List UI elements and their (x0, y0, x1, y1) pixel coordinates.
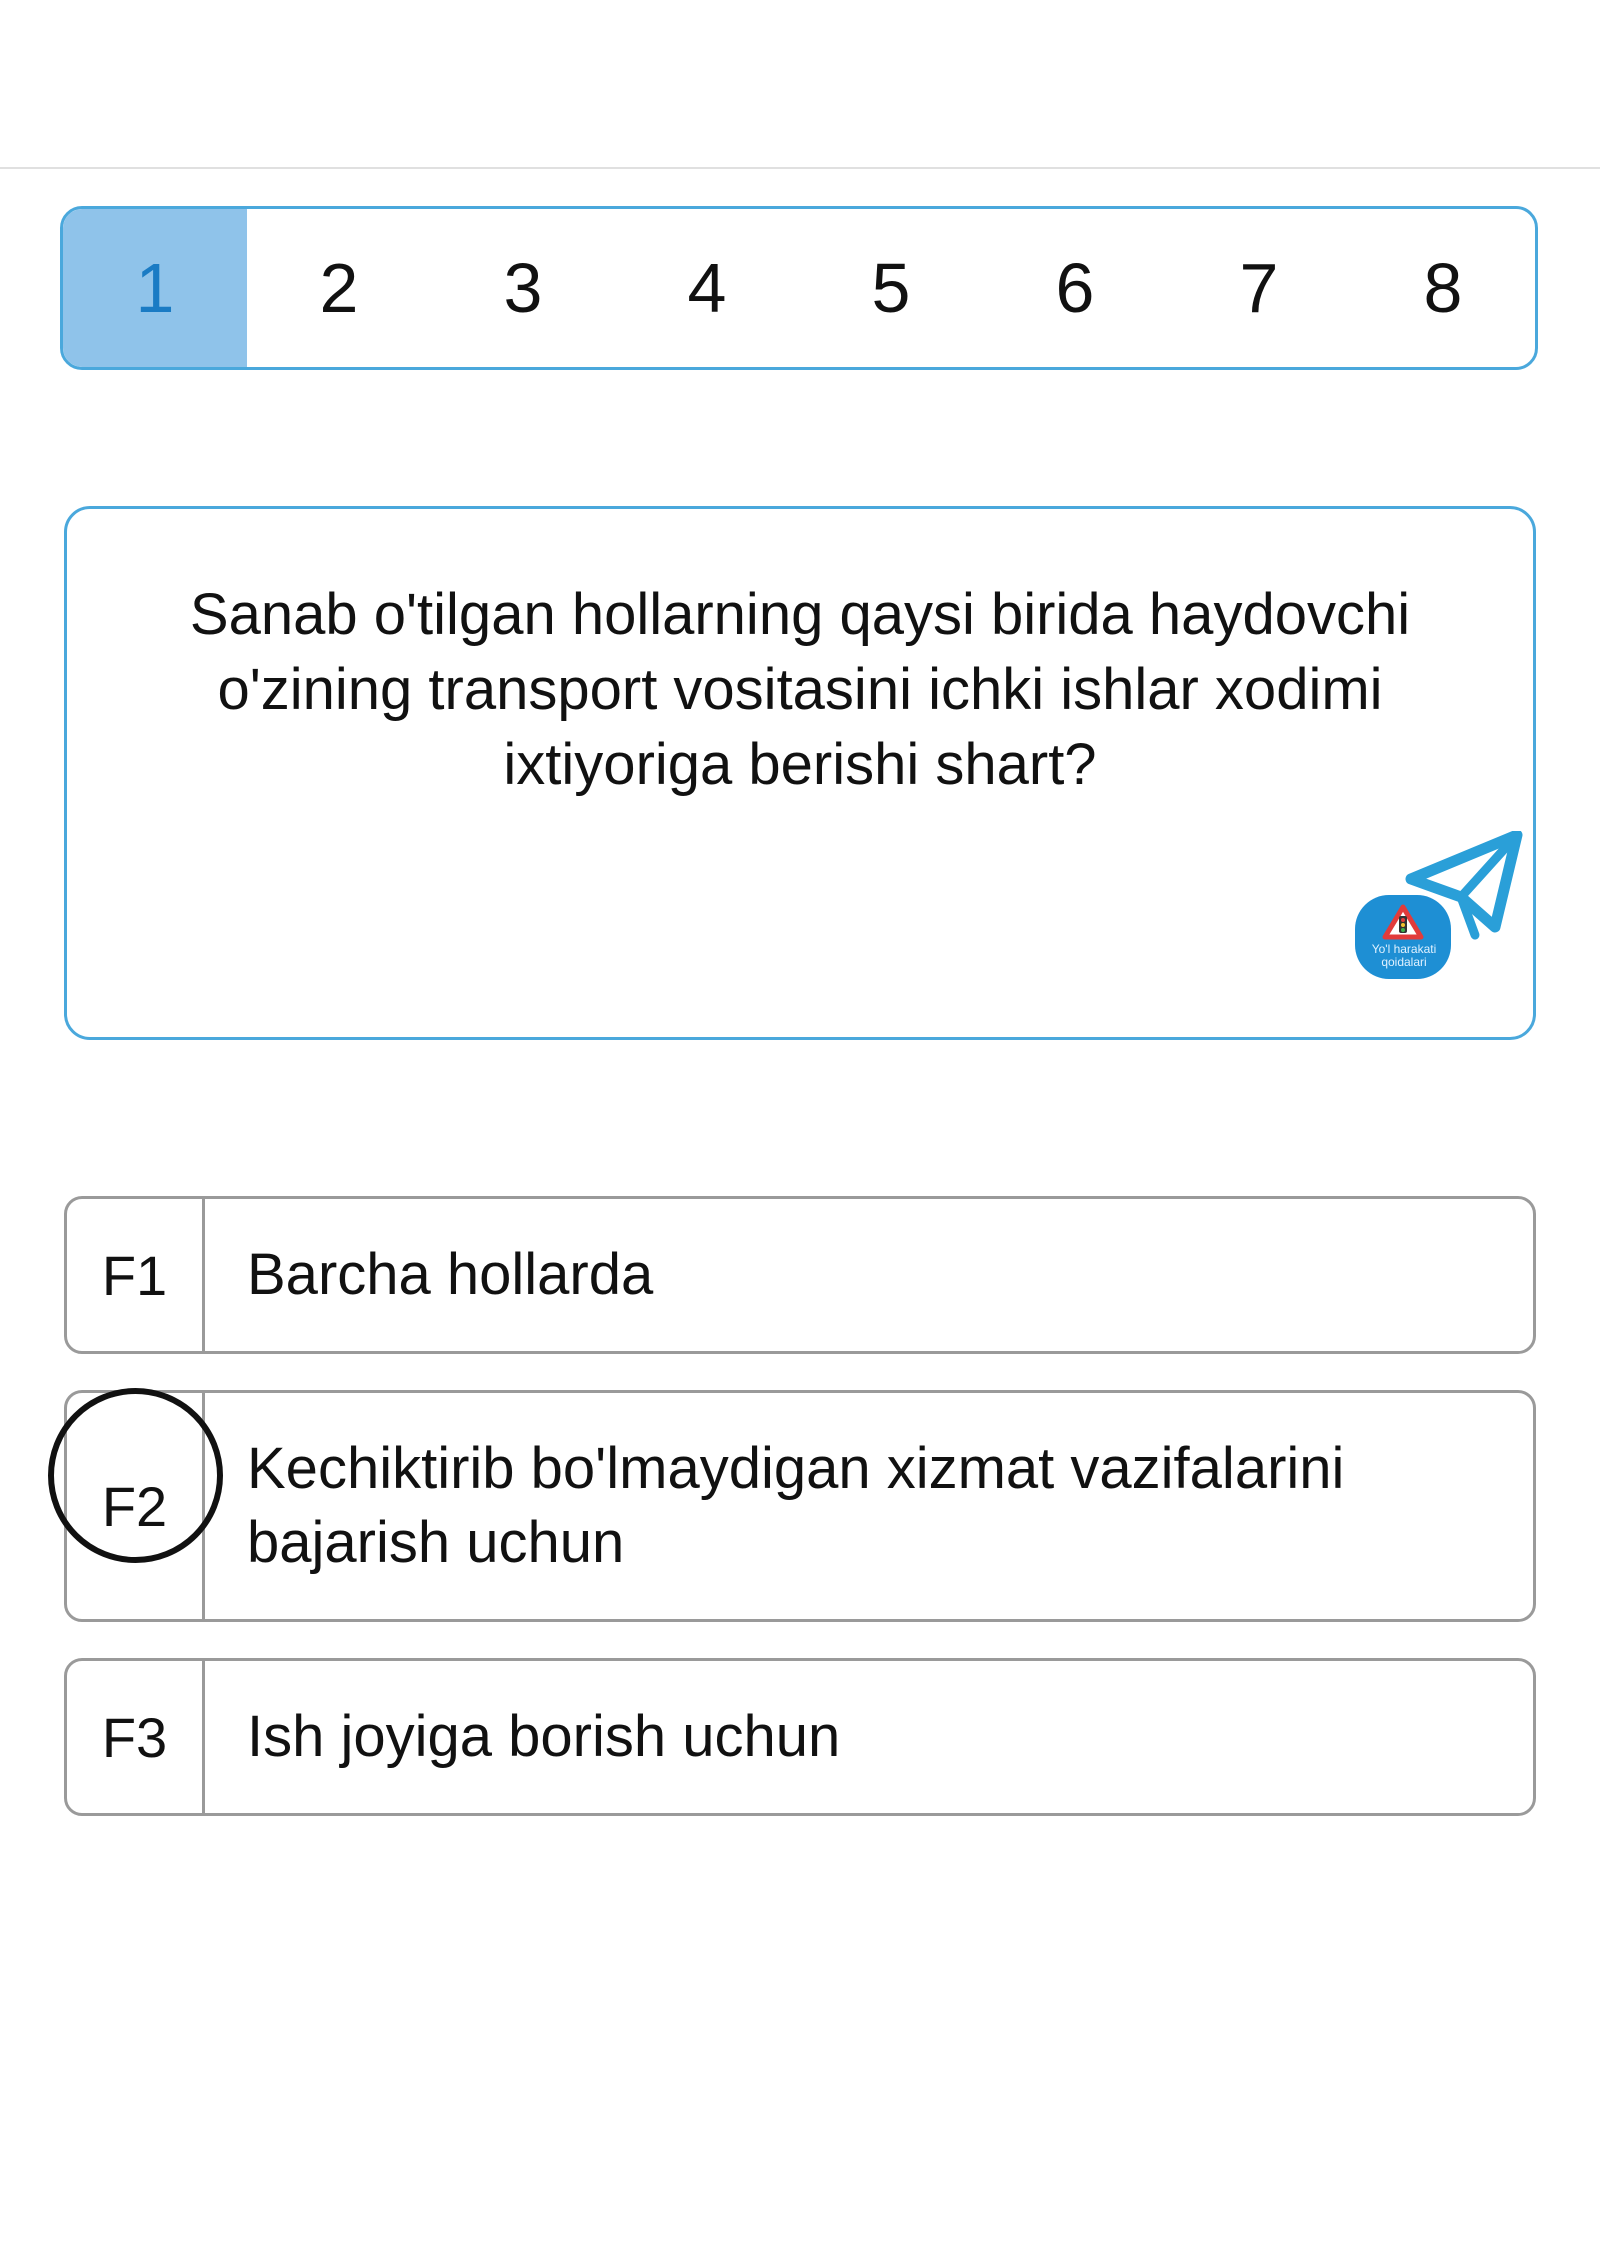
answer-option-f1[interactable] (64, 1196, 1536, 1354)
answer-key-f3: F3 (67, 1661, 205, 1813)
answer-key-f1: F1 (67, 1199, 205, 1351)
answer-text-f1: Barcha hollarda (247, 1242, 654, 1307)
question-text: Sanab o'tilgan hollarning qaysi birida haydovchi o'zining transport vositasini ichki ishlar xodimi ixtiyoriga berishi shart? (189, 582, 1411, 797)
question-number-tabs (60, 206, 1538, 370)
answer-text-f2: Kechiktirib bo'lmaydigan xizmat vazifalarini bajarish uchun (247, 1436, 1345, 1575)
tab-question-4[interactable]: 4 (687, 249, 727, 327)
top-divider (0, 167, 1600, 169)
answer-option-f2[interactable] (64, 1390, 1536, 1622)
answer-option-f3[interactable] (64, 1658, 1536, 1816)
tab-question-5[interactable]: 5 (871, 249, 911, 327)
tab-question-3[interactable]: 3 (503, 249, 543, 327)
tab-question-7[interactable]: 7 (1239, 249, 1279, 327)
question-card (64, 506, 1536, 1040)
channel-watermark (1349, 831, 1529, 981)
tab-question-8[interactable]: 8 (1423, 249, 1463, 327)
answer-key-f2: F2 (67, 1393, 205, 1619)
tab-question-1[interactable]: 1 (63, 209, 247, 367)
tab-question-2[interactable]: 2 (319, 249, 359, 327)
tab-question-6[interactable]: 6 (1055, 249, 1095, 327)
answer-text-f3: Ish joyiga borish uchun (247, 1704, 841, 1769)
badge-label: Yo'l harakati qoidalari (1371, 942, 1437, 969)
